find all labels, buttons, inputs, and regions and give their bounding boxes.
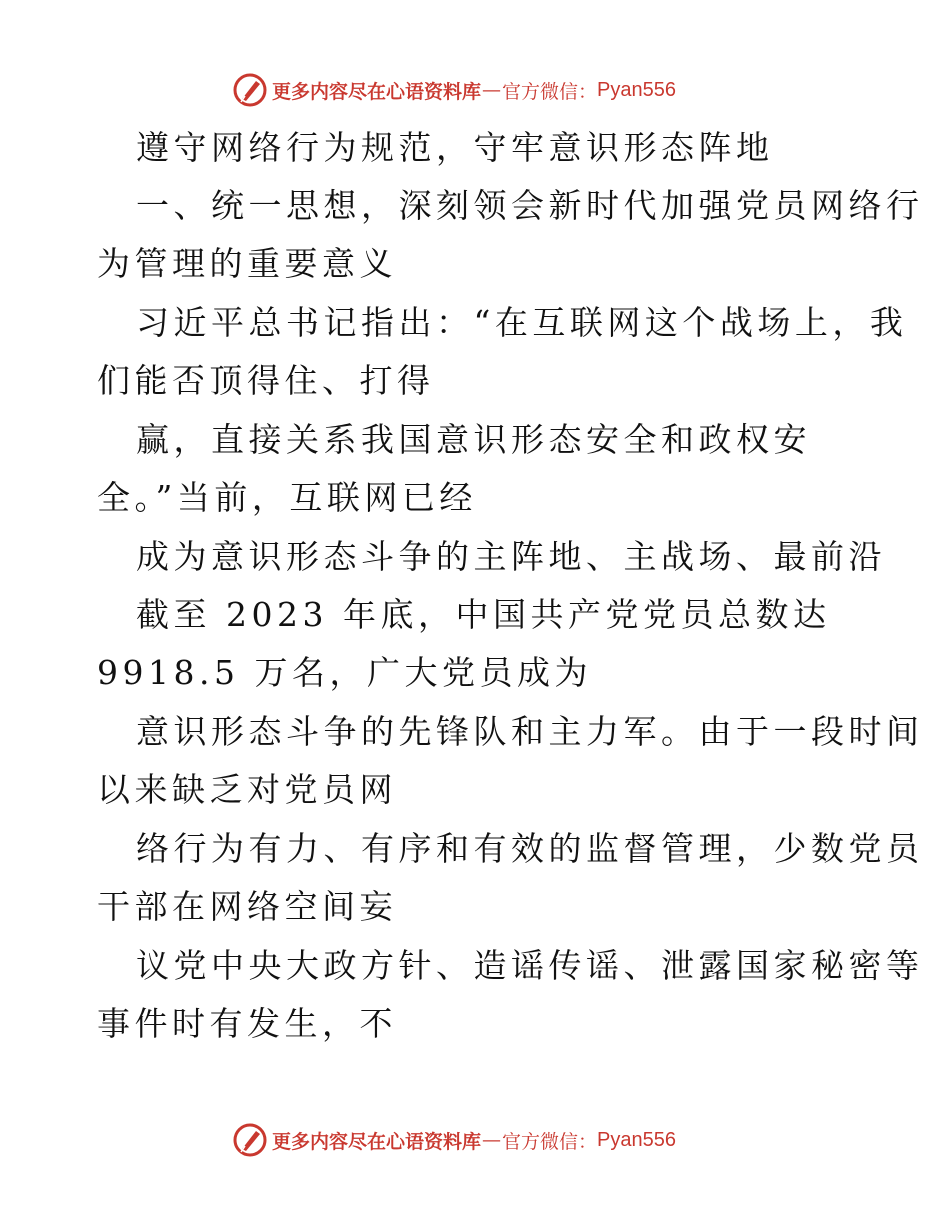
banner-wechat-id: Pyan556 <box>597 78 676 101</box>
body-text-line: 络行为有力、有序和有效的监督管理，少数党员 <box>136 829 924 868</box>
banner-wechat-label: 官方微信： <box>502 80 598 103</box>
body-text-line: 截至 2023 年底，中国共产党党员总数达 <box>136 595 831 634</box>
section-heading-line: 一、统一思想，深刻领会新时代加强党员网络行 <box>136 186 924 225</box>
header-banner[interactable] <box>232 72 676 108</box>
body-text-line: 习近平总书记指出：“在互联网这个战场上，我 <box>136 303 908 342</box>
body-text-line: 事件时有发生，不 <box>97 1004 397 1043</box>
footer-banner[interactable] <box>232 1122 676 1158</box>
banner-dash: — <box>482 79 502 101</box>
body-text-line: 意识形态斗争的先锋队和主力军。由于一段时间 <box>136 712 924 751</box>
banner-wechat-label: 官方微信： <box>502 1130 598 1153</box>
body-text-line: 以来缺乏对党员网 <box>97 770 397 809</box>
document-title: 遵守网络行为规范，守牢意识形态阵地 <box>136 128 774 167</box>
body-text-line: 9918.5 万名，广大党员成为 <box>97 653 592 692</box>
body-text-line: 成为意识形态斗争的主阵地、主战场、最前沿 <box>136 537 886 576</box>
body-text-line: 干部在网络空间妄 <box>97 887 397 926</box>
quill-pen-logo-icon <box>232 72 268 108</box>
section-heading-line: 为管理的重要意义 <box>97 244 397 283</box>
banner-dash: — <box>482 1129 502 1151</box>
banner-library-name: 更多内容尽在心语资料库 <box>272 80 482 103</box>
banner-library-name: 更多内容尽在心语资料库 <box>272 1130 482 1153</box>
body-text-line: 赢，直接关系我国意识形态安全和政权安 <box>136 420 811 459</box>
body-text-line: 们能否顶得住、打得 <box>97 361 435 400</box>
body-text-line: 议党中央大政方针、造谣传谣、泄露国家秘密等 <box>136 946 924 985</box>
body-text-line: 全。”当前，互联网已经 <box>97 478 477 517</box>
banner-wechat-id: Pyan556 <box>597 1128 676 1151</box>
quill-pen-logo-icon <box>232 1122 268 1158</box>
